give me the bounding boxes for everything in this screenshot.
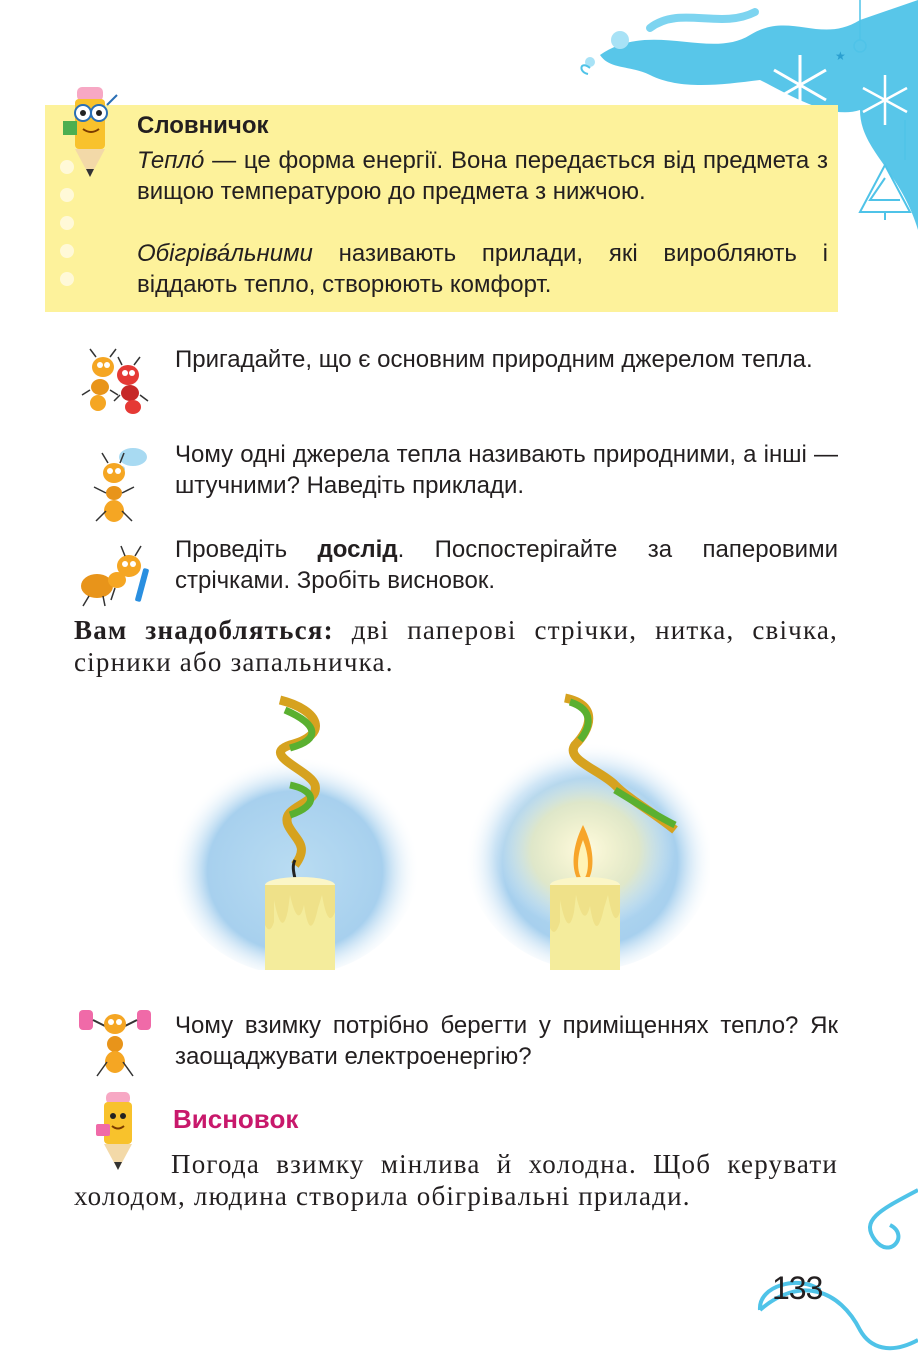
conclusion-title: Висновок <box>173 1104 299 1134</box>
task-natural-artificial-sources: Чому одні джерела тепла називають природними, а інші — штучними? Наведіть приклади. <box>175 441 838 499</box>
notebook-hole <box>60 244 74 258</box>
term-warmth: Тепло́ <box>137 147 205 174</box>
task-main-heat-source: Пригадайте, що є основним природним джерелом тепла. <box>175 346 813 373</box>
ant-thinking-icon <box>88 445 153 525</box>
ant-with-dumbbells-icon <box>75 1000 155 1080</box>
term-heating: Обігріва́льними <box>137 240 313 267</box>
winter-decoration-bottom <box>740 1180 918 1360</box>
task-experiment-keyword: дослід <box>317 536 398 563</box>
task-experiment-end: . Поспостерігайте за паперовими стрічками. Зробіть висновок. <box>175 536 838 594</box>
page-number: 133 <box>772 1270 823 1306</box>
glossary-definition-warmth <box>137 145 828 207</box>
glossary-definition-heating <box>137 238 828 300</box>
materials-needed <box>74 614 838 678</box>
notebook-hole <box>60 216 74 230</box>
svg-text:★: ★ <box>835 49 846 63</box>
materials-label: Вам знадобляться: <box>74 615 334 645</box>
conclusion-text: Погода взимку мінлива й холодна. Щоб керувати холодом, людина створила обігрівальні прилади. <box>74 1149 838 1211</box>
task-experiment <box>175 534 838 596</box>
svg-text:★: ★ <box>810 7 823 23</box>
glossary-title: Словничок <box>137 112 269 139</box>
definition-heating: називають прилади, які виробляють і віддають тепло, створюють комфорт. <box>137 240 828 298</box>
notebook-hole <box>60 188 74 202</box>
pencil-mascot-icon <box>55 85 125 185</box>
candle-unlit <box>265 877 335 970</box>
materials-list: дві паперові стрічки, нитка, свічка, сірники або запальничка. <box>74 615 838 677</box>
notebook-hole <box>60 272 74 286</box>
task-save-energy: Чому взимку потрібно берегти у приміщеннях тепло? Як заощаджувати електроенергію? <box>175 1012 838 1070</box>
candle-experiment-illustration <box>170 690 710 970</box>
two-ants-icon <box>78 345 153 415</box>
ant-with-pen-icon <box>75 540 155 610</box>
task-experiment-start: Проведіть <box>175 536 318 563</box>
definition-warmth: — це форма енергії. Вона передається від предмета з вищою температурою до предмета з нижчою. <box>137 147 828 205</box>
candle-lit <box>550 877 620 970</box>
